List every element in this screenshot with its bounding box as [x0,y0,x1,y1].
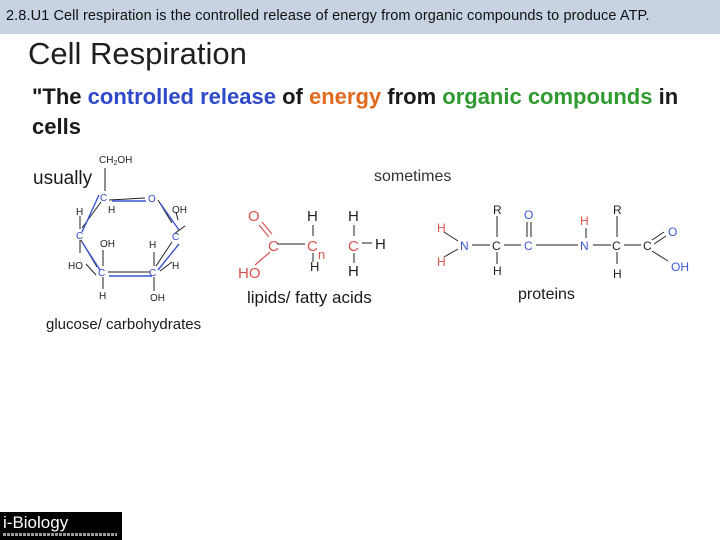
glucose-h-c4-top: H [76,207,84,218]
protein-carbonyl-oxygen: O [524,208,534,222]
proteins-label: proteins [518,286,575,303]
quote-organic-compounds: organic compounds [442,84,653,109]
lipids-label: lipids/ fatty acids [247,288,372,307]
glucose-h-c3: H [99,291,107,302]
glucose-oh-c4: OH [100,239,115,250]
glucose-c4: C [76,231,84,242]
glucose-h-c2-top: H [149,240,157,251]
fatty-acid-oxygen: O [248,208,260,225]
protein-carbonyl-carbon: C [524,239,533,253]
fatty-acid-h-top: H [307,208,318,225]
glucose-oh-c1: OH [172,205,187,216]
protein-structure [437,203,689,281]
fatty-acid-terminal-h-top: H [348,208,359,225]
quote-from: from [381,84,443,109]
glucose-h-c1: H [172,261,180,272]
usually-label: usually [33,168,93,189]
fatty-acid-ho: HO [238,265,261,282]
glucose-c1: C [172,232,180,243]
fatty-acid-terminal-h-right: H [375,236,386,253]
quote-open: "The [32,84,88,109]
quote-energy: energy [308,84,382,109]
fatty-acid-terminal-carbon: C [348,238,359,255]
fatty-acid-h-bottom: H [310,259,320,274]
protein-alpha-carbon-2: C [612,239,621,253]
protein-h-amino-top: H [437,221,446,235]
glucose-h-c5: H [108,205,116,216]
glucose-c5: C [100,193,108,204]
sometimes-label: sometimes [374,168,452,185]
slide-header-text: 2.8.U1 Cell respiration is the controlled release of energy from organic compounds to produce ATP. [6,8,650,24]
protein-r-group-2: R [613,203,622,217]
protein-alpha-carbon-1: C [492,239,501,253]
protein-n-terminal: N [460,239,469,253]
protein-carboxyl-oh: OH [671,260,689,274]
protein-h-peptide: H [580,214,589,228]
glucose-ho-c3: HO [68,261,83,272]
glucose-ring-oxygen: O [148,194,156,205]
protein-n-peptide: N [580,239,589,253]
glucose-oh-c2: OH [150,293,165,304]
quote-in-cells: in cells [32,84,679,139]
protein-h-amino-bottom: H [437,255,446,269]
fatty-acid-structure [238,208,386,282]
fatty-acid-terminal-h-bottom: H [348,263,359,280]
fatty-acid-carboxyl-carbon: C [268,238,279,255]
quote-controlled-release: controlled release [87,84,276,109]
glucose-ch2oh: $CH_2OH$ [99,155,133,167]
logo-text: i-Biology [3,513,69,532]
glucose-c2: C [149,268,157,279]
i-biology-logo [0,512,122,540]
slide-title: Cell Respiration [28,36,247,71]
fatty-acid-n: n [318,247,326,262]
protein-h-alpha-2: H [613,267,622,281]
protein-carboxyl-carbon: C [643,239,652,253]
glucose-structure [68,155,187,304]
glucose-label: glucose/ carbohydrates [46,316,202,333]
quote-of: of [275,84,309,109]
protein-carboxyl-oxygen: O [668,225,678,239]
logo-tagline [3,533,117,536]
glucose-c3: C [98,268,106,279]
protein-r-group-1: R [493,203,502,217]
protein-h-alpha-1: H [493,264,502,278]
fatty-acid-chain-carbon: C [307,238,318,255]
